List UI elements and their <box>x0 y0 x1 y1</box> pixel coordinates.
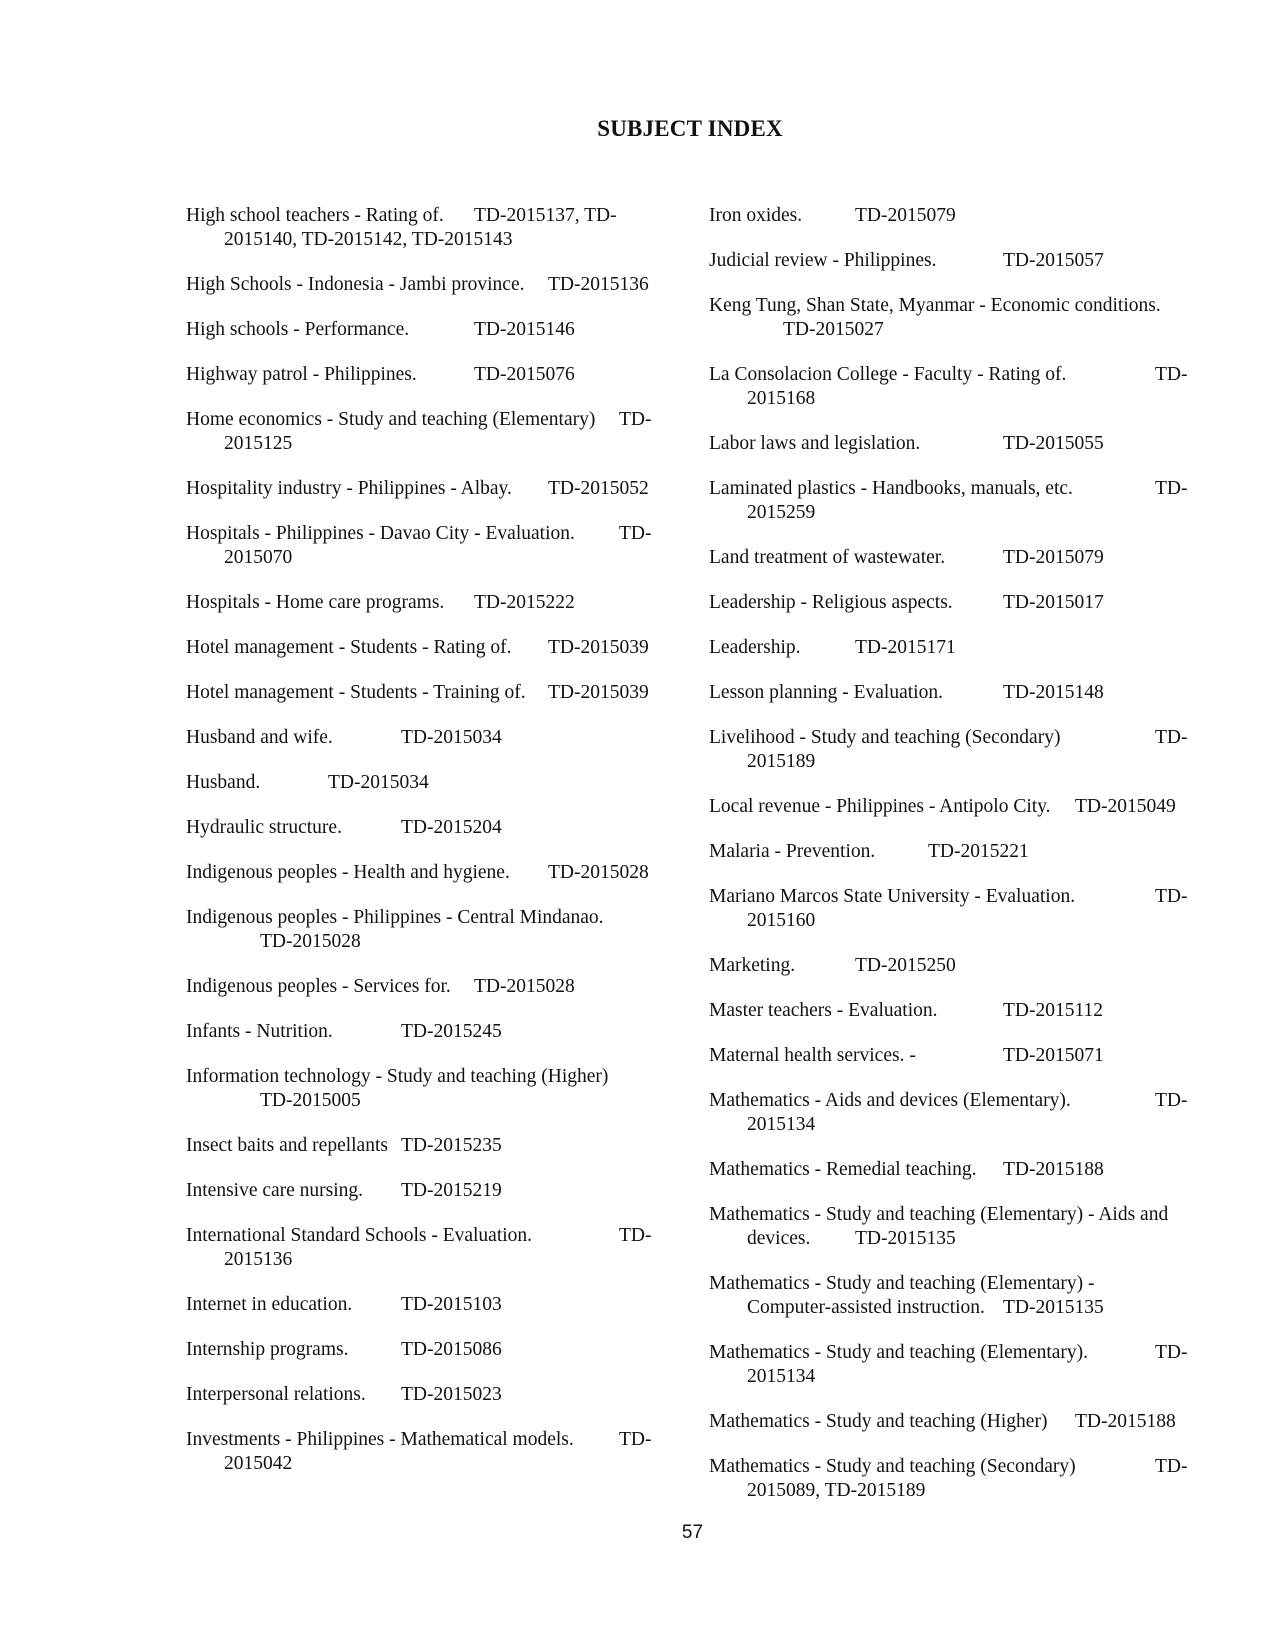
entry-ref: TD-2015057 <box>1003 250 1104 271</box>
entry-ref-continued: 2015070 <box>224 547 293 568</box>
entry-term: High Schools - Indonesia - Jambi province. <box>186 274 525 295</box>
entry-term: Indigenous peoples - Health and hygiene. <box>186 862 510 883</box>
index-entry <box>709 681 1201 705</box>
index-entry <box>709 954 1201 978</box>
entry-ref: TD-2015188 <box>1075 1411 1176 1432</box>
entry-term: Home economics - Study and teaching (Elementary) <box>186 409 596 430</box>
entry-term: Leadership. <box>709 637 801 658</box>
entry-ref: TD- <box>619 1225 652 1246</box>
page-title: SUBJECT INDEX <box>597 116 783 141</box>
entry-ref-continued: 2015160 <box>747 910 816 931</box>
index-entry <box>186 816 666 840</box>
entry-ref: TD-2015135 <box>1003 1297 1104 1318</box>
index-column-left <box>186 204 666 1497</box>
entry-term: Mathematics - Study and teaching (Elementary). <box>709 1342 1089 1363</box>
entry-ref-continued: 2015259 <box>747 502 816 523</box>
entry-ref-continued: 2015168 <box>747 388 816 409</box>
entry-ref: TD-2015055 <box>1003 433 1104 454</box>
entry-ref-continued: 2015136 <box>224 1249 293 1270</box>
entry-ref-continued: TD-2015028 <box>260 931 361 952</box>
entry-term: Hydraulic structure. <box>186 817 342 838</box>
index-entry <box>186 1065 666 1113</box>
entry-term: Laminated plastics - Handbooks, manuals, etc. <box>709 478 1073 499</box>
entry-ref: TD-2015204 <box>401 817 502 838</box>
index-entry <box>709 432 1201 456</box>
entry-term: Investments - Philippines - Mathematical models. <box>186 1429 574 1450</box>
index-entry <box>186 522 666 570</box>
index-entry <box>186 477 666 501</box>
index-column-right <box>709 204 1201 1524</box>
index-entry <box>186 1134 666 1158</box>
index-entry <box>709 1455 1201 1503</box>
index-entry <box>709 1203 1201 1251</box>
index-entry <box>709 885 1201 933</box>
index-entry <box>709 1410 1201 1434</box>
entry-ref: TD-2015112 <box>1003 1000 1104 1021</box>
index-entry <box>709 1158 1201 1182</box>
index-entry <box>709 363 1201 411</box>
entry-ref: TD-2015137, TD- <box>474 205 617 226</box>
entry-ref: TD-2015135 <box>855 1228 956 1249</box>
entry-term: Intensive care nursing. <box>186 1180 364 1201</box>
entry-term: Marketing. <box>709 955 796 976</box>
entry-term: Iron oxides. <box>709 205 803 226</box>
index-entry <box>186 1338 666 1362</box>
entry-term: Internet in education. <box>186 1294 353 1315</box>
entry-term: La Consolacion College - Faculty - Rating of. <box>709 364 1067 385</box>
entry-term: High school teachers - Rating of. <box>186 205 444 226</box>
entry-term: Hospitals - Home care programs. <box>186 592 445 613</box>
entry-term: Master teachers - Evaluation. <box>709 1000 938 1021</box>
index-entry <box>186 273 666 297</box>
index-entry <box>709 1341 1201 1389</box>
entry-term: Hospitals - Philippines - Davao City - Evaluation. <box>186 523 575 544</box>
entry-ref: TD-2015079 <box>855 205 956 226</box>
entry-term: Keng Tung, Shan State, Myanmar - Economic conditions. <box>709 295 1161 316</box>
entry-ref: TD-2015039 <box>548 682 649 703</box>
index-entry <box>186 204 666 252</box>
index-entry <box>709 591 1201 615</box>
index-entry <box>186 681 666 705</box>
entry-term: Judicial review - Philippines. <box>709 250 937 271</box>
entry-term: Land treatment of wastewater. <box>709 547 946 568</box>
index-entry <box>709 840 1201 864</box>
page-number: 57 <box>681 1522 704 1543</box>
index-entry <box>186 1179 666 1203</box>
entry-term: Lesson planning - Evaluation. <box>709 682 943 703</box>
entry-term: Husband. <box>186 772 261 793</box>
entry-ref: TD-2015017 <box>1003 592 1104 613</box>
index-entry <box>709 546 1201 570</box>
entry-ref: TD-2015222 <box>474 592 575 613</box>
entry-term: Highway patrol - Philippines. <box>186 364 417 385</box>
entry-term: Local revenue - Philippines - Antipolo City. <box>709 796 1051 817</box>
entry-ref-continued: 2015089, TD-2015189 <box>747 1480 926 1501</box>
entry-ref: TD- <box>1155 1456 1188 1477</box>
entry-term: Mariano Marcos State University - Evaluation. <box>709 886 1076 907</box>
entry-term: Mathematics - Aids and devices (Elementary). <box>709 1090 1071 1111</box>
index-entry <box>709 1044 1201 1068</box>
entry-ref: TD-2015171 <box>855 637 956 658</box>
index-entry <box>186 771 666 795</box>
entry-ref: TD-2015028 <box>474 976 575 997</box>
entry-ref: TD- <box>1155 478 1188 499</box>
entry-ref-continued: 2015134 <box>747 1114 816 1135</box>
index-entry <box>709 477 1201 525</box>
entry-ref: TD- <box>1155 727 1188 748</box>
entry-term: Labor laws and legislation. <box>709 433 921 454</box>
entry-ref: TD-2015250 <box>855 955 956 976</box>
entry-term: Mathematics - Study and teaching (Secondary) <box>709 1456 1076 1477</box>
index-entry <box>186 726 666 750</box>
entry-term: Malaria - Prevention. <box>709 841 876 862</box>
entry-ref: TD-2015219 <box>401 1180 502 1201</box>
entry-ref-continued: TD-2015005 <box>260 1090 361 1111</box>
index-entry <box>186 1020 666 1044</box>
entry-ref: TD-2015136 <box>548 274 649 295</box>
entry-ref-continued: 2015042 <box>224 1453 293 1474</box>
entry-term: Insect baits and repellants <box>186 1135 388 1156</box>
entry-ref: TD- <box>1155 1342 1188 1363</box>
index-entry <box>186 408 666 456</box>
entry-term: Hospitality industry - Philippines - Albay. <box>186 478 512 499</box>
index-entry <box>186 636 666 660</box>
entry-ref: TD- <box>1155 364 1188 385</box>
entry-ref: TD-2015052 <box>548 478 649 499</box>
index-entry <box>186 906 666 954</box>
entry-ref: TD-2015188 <box>1003 1159 1104 1180</box>
entry-ref: TD-2015148 <box>1003 682 1104 703</box>
index-entry <box>186 1293 666 1317</box>
entry-term: Mathematics - Study and teaching (Elementary) - Aids and <box>709 1204 1169 1225</box>
index-entry <box>709 726 1201 774</box>
index-entry <box>186 591 666 615</box>
index-entry <box>186 318 666 342</box>
index-entry <box>186 363 666 387</box>
entry-term: International Standard Schools - Evaluation. <box>186 1225 533 1246</box>
entry-ref: TD- <box>1155 1090 1188 1111</box>
entry-ref-continued: 2015125 <box>224 433 293 454</box>
entry-ref: TD-2015023 <box>401 1384 502 1405</box>
entry-ref: TD-2015076 <box>474 364 575 385</box>
entry-ref: TD-2015086 <box>401 1339 502 1360</box>
index-entry <box>186 1224 666 1272</box>
entry-term: Internship programs. <box>186 1339 349 1360</box>
entry-ref: TD- <box>619 409 652 430</box>
entry-term: Mathematics - Remedial teaching. <box>709 1159 977 1180</box>
entry-ref-continued: 2015189 <box>747 751 816 772</box>
entry-ref: TD- <box>1155 886 1188 907</box>
index-entry <box>709 1089 1201 1137</box>
index-entry <box>709 795 1201 819</box>
entry-term: Leadership - Religious aspects. <box>709 592 953 613</box>
entry-ref: TD-2015034 <box>401 727 502 748</box>
index-entry <box>186 1383 666 1407</box>
entry-ref: TD- <box>619 1429 652 1450</box>
index-entry <box>709 999 1201 1023</box>
index-entry <box>186 1428 666 1476</box>
entry-term: Maternal health services. - <box>709 1045 916 1066</box>
entry-ref: TD-2015245 <box>401 1021 502 1042</box>
entry-term-continued: Computer-assisted instruction. <box>747 1297 985 1318</box>
entry-ref: TD-2015221 <box>928 841 1029 862</box>
index-entry <box>709 1272 1201 1320</box>
entry-term: High schools - Performance. <box>186 319 410 340</box>
index-entry <box>186 861 666 885</box>
entry-term: Hotel management - Students - Rating of. <box>186 637 512 658</box>
entry-term: Mathematics - Study and teaching (Higher) <box>709 1411 1048 1432</box>
entry-term: Infants - Nutrition. <box>186 1021 333 1042</box>
entry-ref: TD-2015028 <box>548 862 649 883</box>
entry-term: Information technology - Study and teaching (Higher) <box>186 1066 609 1087</box>
entry-term: Mathematics - Study and teaching (Elementary) - <box>709 1273 1095 1294</box>
index-entry <box>709 636 1201 660</box>
entry-term: Livelihood - Study and teaching (Secondary) <box>709 727 1061 748</box>
entry-ref: TD-2015103 <box>401 1294 502 1315</box>
entry-ref-continued: TD-2015027 <box>783 319 884 340</box>
entry-ref: TD- <box>619 523 652 544</box>
index-entry <box>709 204 1201 228</box>
index-entry <box>709 294 1201 342</box>
entry-term: Interpersonal relations. <box>186 1384 366 1405</box>
entry-ref-continued: 2015140, TD-2015142, TD-2015143 <box>224 229 513 250</box>
entry-term: Hotel management - Students - Training of. <box>186 682 526 703</box>
entry-ref: TD-2015049 <box>1075 796 1176 817</box>
entry-ref: TD-2015079 <box>1003 547 1104 568</box>
entry-ref: TD-2015071 <box>1003 1045 1104 1066</box>
entry-ref: TD-2015146 <box>474 319 575 340</box>
entry-term: Indigenous peoples - Philippines - Central Mindanao. <box>186 907 604 928</box>
entry-term: Husband and wife. <box>186 727 333 748</box>
entry-ref: TD-2015235 <box>401 1135 502 1156</box>
entry-term: Indigenous peoples - Services for. <box>186 976 451 997</box>
entry-term-continued: devices. <box>747 1228 811 1249</box>
index-entry <box>709 249 1201 273</box>
index-entry <box>186 975 666 999</box>
entry-ref: TD-2015034 <box>328 772 429 793</box>
entry-ref-continued: 2015134 <box>747 1366 816 1387</box>
entry-ref: TD-2015039 <box>548 637 649 658</box>
